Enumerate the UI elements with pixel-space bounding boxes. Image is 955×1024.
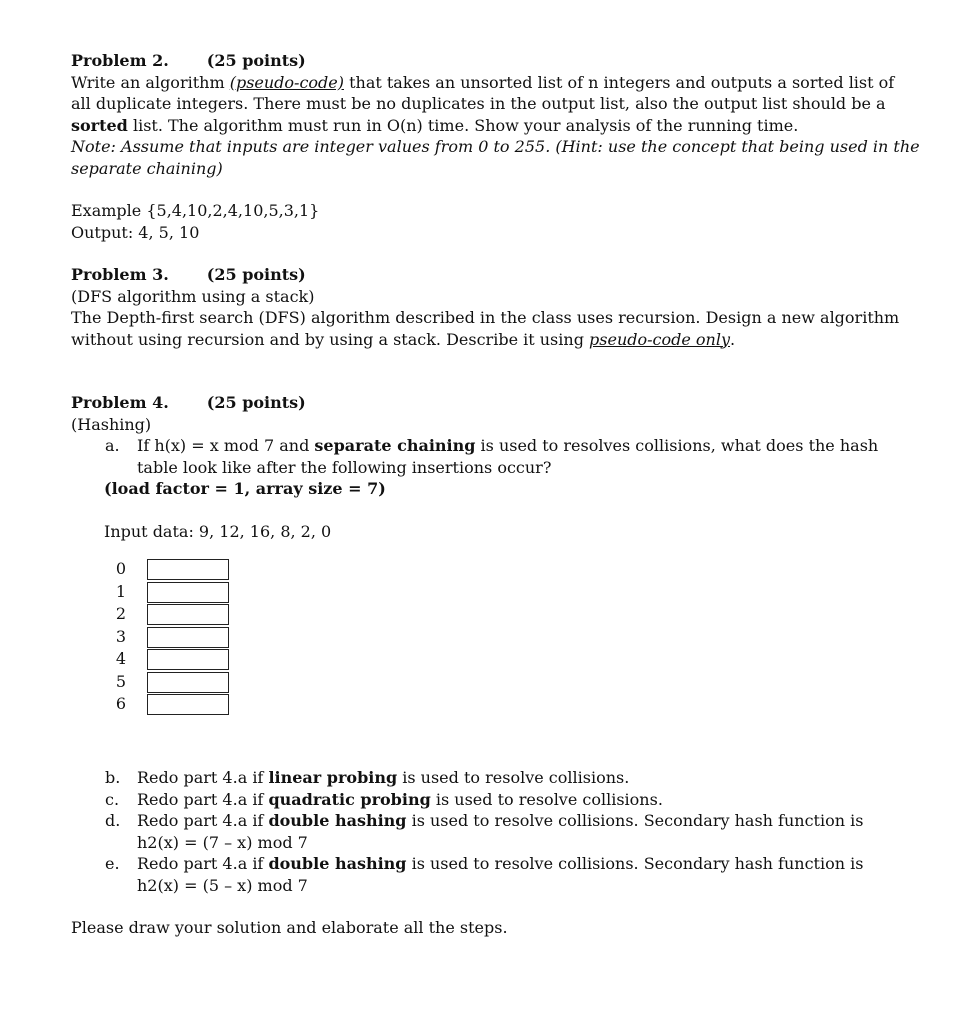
problem3-line1: The Depth-first search (DFS) algorithm described in the class uses recursion. Design a new algorithm xyxy=(71,308,900,327)
problem3-heading xyxy=(71,264,871,286)
double-hashing-term: double hashing xyxy=(268,811,407,830)
sorted-term: sorted xyxy=(71,115,128,135)
problem4-part-a-line1 xyxy=(71,435,879,457)
problem2-heading xyxy=(71,50,871,72)
hash-cell-6 xyxy=(147,694,229,715)
hash-cell-1 xyxy=(147,582,229,603)
hash-table xyxy=(104,558,871,718)
part-b-text-rest: is used to resolve collisions. xyxy=(397,768,630,787)
hash-cell-2 xyxy=(147,604,229,625)
problem3-title: Problem 3. xyxy=(71,265,169,284)
part-d-text: Redo part 4.a if xyxy=(137,811,269,830)
problem2-line3-rest: list. The algorithm must run in O(n) time. Show your analysis of the running time. xyxy=(127,115,799,135)
hash-cell-0 xyxy=(147,559,229,580)
problem4-part-a-params: (load factor = 1, array size = 7) xyxy=(104,479,386,498)
pseudo-code-term: (pseudo-code) xyxy=(229,72,344,92)
problem3-points: (25 points) xyxy=(206,265,306,284)
part-a-marker: a. xyxy=(105,436,120,455)
problem3-subtitle: (DFS algorithm using a stack) xyxy=(71,286,315,306)
document-page xyxy=(71,50,920,939)
problem4-part-d-line2: h2(x) = (7 – x) mod 7 xyxy=(137,832,308,852)
hash-index-5: 5 xyxy=(115,671,127,691)
linear-probing-term: linear probing xyxy=(268,768,398,787)
problem4-input-data: Input data: 9, 12, 16, 8, 2, 0 xyxy=(104,521,332,541)
problem4-heading xyxy=(71,392,871,414)
problem4-part-a-line2: table look like after the following insertions occur? xyxy=(137,457,552,477)
problem2-example: Example {5,4,10,2,4,10,5,3,1} xyxy=(71,201,320,220)
closing-instruction: Please draw your solution and elaborate all the steps. xyxy=(71,918,508,937)
problem3-line2-end: . xyxy=(730,329,736,349)
hash-index-0: 0 xyxy=(115,559,127,578)
problem2-note-line2: separate chaining) xyxy=(71,158,223,178)
hash-cell-3 xyxy=(147,627,229,648)
problem4-points: (25 points) xyxy=(206,393,306,412)
part-a-text-rest: is used to resolves collisions, what does the hash xyxy=(475,436,879,455)
problem2-line2: all duplicate integers. There must be no duplicates in the output list, also the output list should be a xyxy=(71,94,886,113)
problem2-line3 xyxy=(71,115,871,137)
double-hashing-term-e: double hashing xyxy=(268,854,407,873)
part-c-text: Redo part 4.a if xyxy=(137,789,269,809)
problem3-line2 xyxy=(71,329,871,351)
quadratic-probing-term: quadratic probing xyxy=(268,789,431,809)
part-e-marker: e. xyxy=(105,854,120,873)
problem2-line1 xyxy=(71,72,895,94)
hash-cell-4 xyxy=(147,649,229,670)
part-e-text: Redo part 4.a if xyxy=(137,854,269,873)
pseudo-code-only-term: pseudo-code only xyxy=(589,329,731,349)
hash-cell-5 xyxy=(147,672,229,693)
problem4-subtitle: (Hashing) xyxy=(71,414,152,434)
part-b-text: Redo part 4.a if xyxy=(137,768,269,787)
hash-index-6: 6 xyxy=(115,694,127,713)
problem2-line1-rest: that takes an unsorted list of n integers and outputs a sorted list of xyxy=(344,72,895,92)
part-e-text-rest: is used to resolve collisions. Secondary hash function is xyxy=(406,854,864,873)
problem4-part-c xyxy=(71,789,871,811)
problem2-line1-text: Write an algorithm xyxy=(71,72,230,92)
separate-chaining-term: separate chaining xyxy=(314,436,476,455)
problem4-title: Problem 4. xyxy=(71,393,169,412)
problem2-output: Output: 4, 5, 10 xyxy=(71,222,200,242)
hash-index-4: 4 xyxy=(115,649,127,668)
part-d-text-rest: is used to resolve collisions. Secondary hash function is xyxy=(406,811,864,830)
part-d-marker: d. xyxy=(105,811,121,830)
problem4-part-d-line1 xyxy=(71,810,871,832)
problem2-title: Problem 2. xyxy=(71,51,169,70)
part-a-text: If h(x) = x mod 7 and xyxy=(137,436,315,455)
part-b-marker: b. xyxy=(105,768,121,787)
part-c-text-rest: is used to resolve collisions. xyxy=(430,789,663,809)
problem4-part-e-line2: h2(x) = (5 – x) mod 7 xyxy=(137,875,308,895)
part-c-marker: c. xyxy=(105,789,120,809)
hash-index-2: 2 xyxy=(115,604,127,623)
hash-index-1: 1 xyxy=(115,581,127,601)
hash-index-3: 3 xyxy=(115,626,127,646)
problem4-part-b xyxy=(71,767,871,789)
problem2-points: (25 points) xyxy=(206,51,306,70)
problem2-note-line1: Note: Assume that inputs are integer values from 0 to 255. (Hint: use the concept that being used in the xyxy=(71,137,920,156)
problem4-part-e-line1 xyxy=(71,853,871,875)
problem3-line2-text: without using recursion and by using a stack. Describe it using xyxy=(71,329,590,349)
